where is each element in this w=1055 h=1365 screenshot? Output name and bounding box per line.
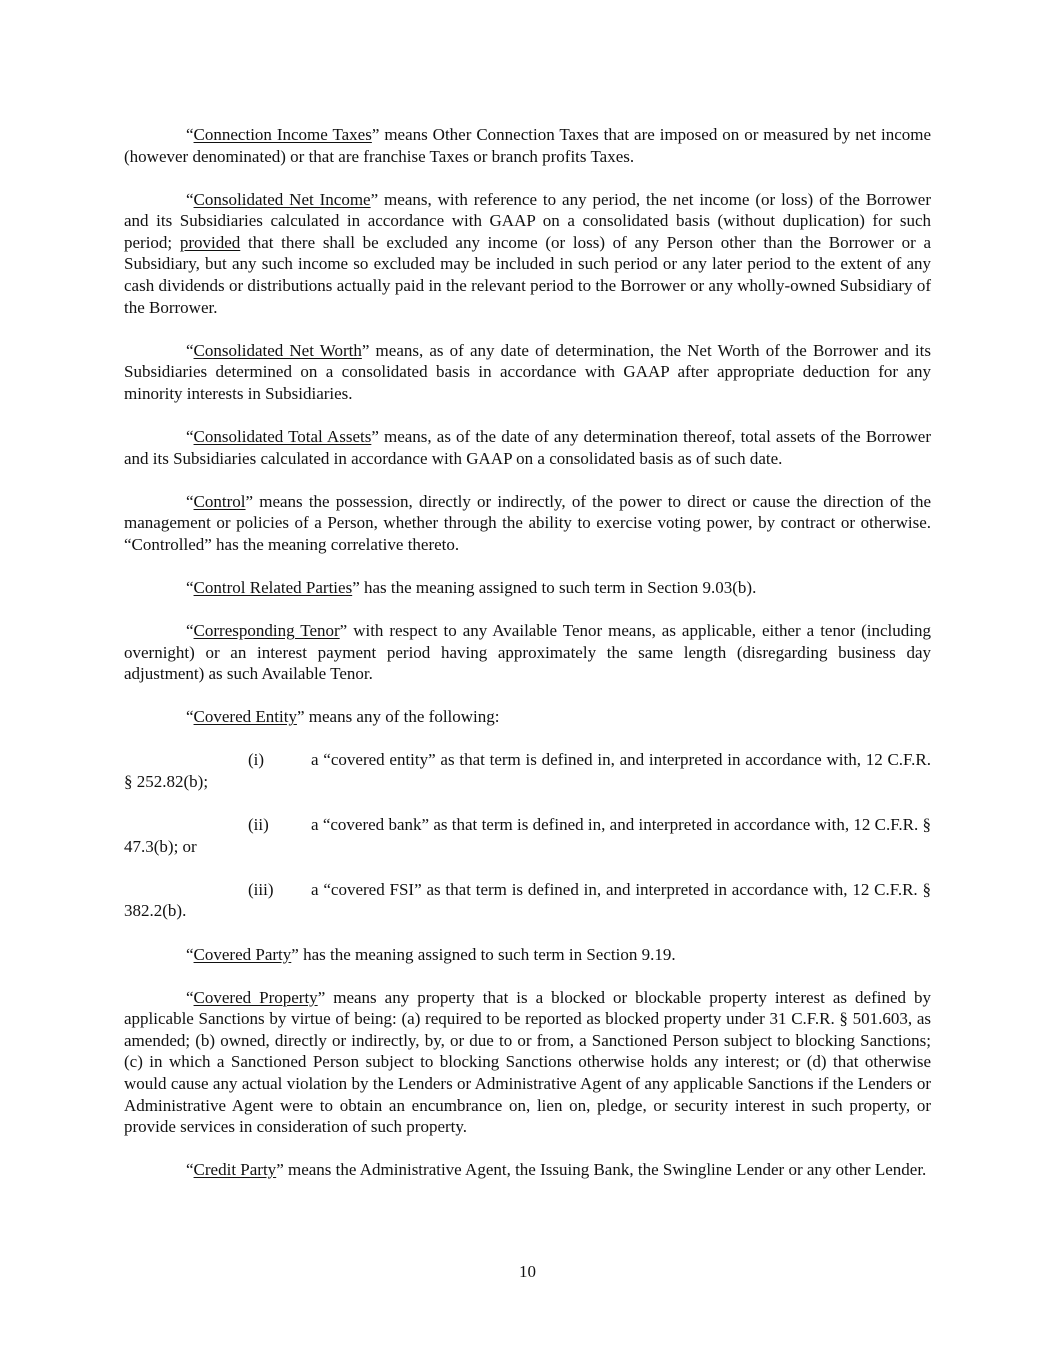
definition-text: ” has the meaning assigned to such term in Section 9.03(b).: [352, 578, 757, 597]
definition-covered-party: [124, 944, 931, 966]
provided-underlined: provided: [179, 232, 241, 252]
definition-control: [124, 491, 931, 556]
definition-control-related-parties: [124, 577, 931, 599]
defined-term: Control: [193, 491, 246, 511]
definition-text: ” means the possession, directly or indirectly, of the power to direct or cause the direction of the management or policies of a Person, whether through the ability to exercise voting power, by contract or otherwise. “Controlled” has the meaning correlative thereto.: [124, 491, 931, 554]
defined-term: Consolidated Total Assets: [193, 427, 372, 447]
open-quote: “: [186, 125, 194, 144]
open-quote: “: [186, 944, 194, 964]
open-quote: “: [186, 987, 194, 1007]
open-quote: “: [186, 189, 194, 209]
open-quote: “: [186, 578, 194, 597]
covered-entity-item-iii: [124, 879, 931, 922]
open-quote: “: [186, 427, 194, 447]
open-quote: “: [186, 621, 194, 641]
document-page: [124, 124, 931, 1202]
open-quote: “: [186, 340, 194, 360]
item-text: a “covered bank” as that term is defined in, and interpreted in accordance with, 12 C.F.R. § 47.3(b); or: [124, 815, 931, 856]
item-number: (i): [248, 750, 265, 770]
definition-text: ” means any property that is a blocked or blockable property interest as defined by applicable Sanctions by virtue of being: (a) required to be reported as blocked property under 31 C.F.R. § 501.603, as amended; (b) owned, directly or indirectly, by, or due to or from, a Sanctioned Person subject to blocking Sanctions; (c) in which a Sanctioned Person subject to blocking Sanctions otherwise holds any interest; or (d) that otherwise would cause any actual violation by the Lenders or Administrative Agent of any applicable Sanctions if the Lenders or Administrative Agent were to obtain an encumbrance on, lien on, pledge, or security interest in such property, or provide services in consideration of such property.: [124, 987, 931, 1137]
definition-text: ” means Other Connection Taxes that are imposed on or measured by net income (however denominated) or that are franchise Taxes or branch profits Taxes.: [124, 125, 932, 166]
open-quote: “: [186, 491, 194, 511]
item-text: a “covered entity” as that term is defined in, and interpreted in accordance with, 12 C.F.R. § 252.82(b);: [124, 750, 931, 792]
covered-entity-item-i: [124, 749, 931, 792]
defined-term: Consolidated Net Income: [193, 189, 371, 209]
definition-covered-property: [124, 987, 931, 1138]
definition-text: ” with respect to any Available Tenor means, as applicable, either a tenor (including overnight) or an interest payment period having approximately the same length (disregarding business day adjustment) as such Available Tenor.: [124, 621, 931, 684]
open-quote: “: [186, 1160, 194, 1180]
defined-term: Covered Property: [193, 987, 318, 1007]
page-number: 10: [519, 1262, 536, 1281]
covered-entity-item-ii: [124, 814, 931, 857]
definition-text: ” means any of the following:: [296, 707, 500, 727]
defined-term: Control Related Parties: [193, 578, 353, 597]
definition-connection-income-taxes: [124, 124, 931, 167]
definition-text: ” has the meaning assigned to such term in Section 9.19.: [291, 944, 676, 964]
defined-term: Covered Party: [193, 944, 292, 964]
definition-credit-party: [124, 1159, 931, 1181]
definition-text: ” means the Administrative Agent, the Issuing Bank, the Swingline Lender or any other Lender.: [276, 1160, 927, 1180]
defined-term: Connection Income Taxes: [193, 125, 372, 144]
definition-text: ” means, as of the date of any determination thereof, total assets of the Borrower and its Subsidiaries calculated in accordance with GAAP on a consolidated basis as of such date.: [124, 427, 931, 468]
defined-term: Consolidated Net Worth: [193, 340, 362, 360]
definition-corresponding-tenor: [124, 620, 931, 685]
defined-term: Credit Party: [193, 1160, 277, 1180]
defined-term: Covered Entity: [193, 707, 297, 727]
defined-term: Corresponding Tenor: [193, 621, 340, 641]
open-quote: “: [186, 707, 194, 727]
item-text: a “covered FSI” as that term is defined in, and interpreted in accordance with, 12 C.F.R. § 382.2(b).: [124, 879, 931, 921]
definition-text: that there shall be excluded any income (or loss) of any Person other than the Borrower or a Subsidiary, but any such income so excluded may be included in such period or any later period to the extent of any cash dividends or distributions actually paid in the relevant period to the Borrower or any wholly-owned Subsidiary of the Borrower.: [124, 232, 931, 317]
definition-consolidated-net-worth: [124, 340, 931, 405]
definition-consolidated-total-assets: [124, 426, 931, 469]
definition-text: ” means, as of any date of determination, the Net Worth of the Borrower and its Subsidiaries determined on a consolidated basis in accordance with GAAP after appropriate deduction for any minority interests in Subsidiaries.: [124, 340, 931, 403]
item-number: (iii): [248, 879, 274, 899]
definition-consolidated-net-income: [124, 189, 931, 319]
definition-text: ” means, with reference to any period, the net income (or loss) of the Borrower and its Subsidiaries calculated in accordance with GAAP on a consolidated basis (without duplication) for such period;: [124, 189, 931, 252]
definition-covered-entity: [124, 706, 931, 728]
item-number: (ii): [248, 815, 269, 835]
